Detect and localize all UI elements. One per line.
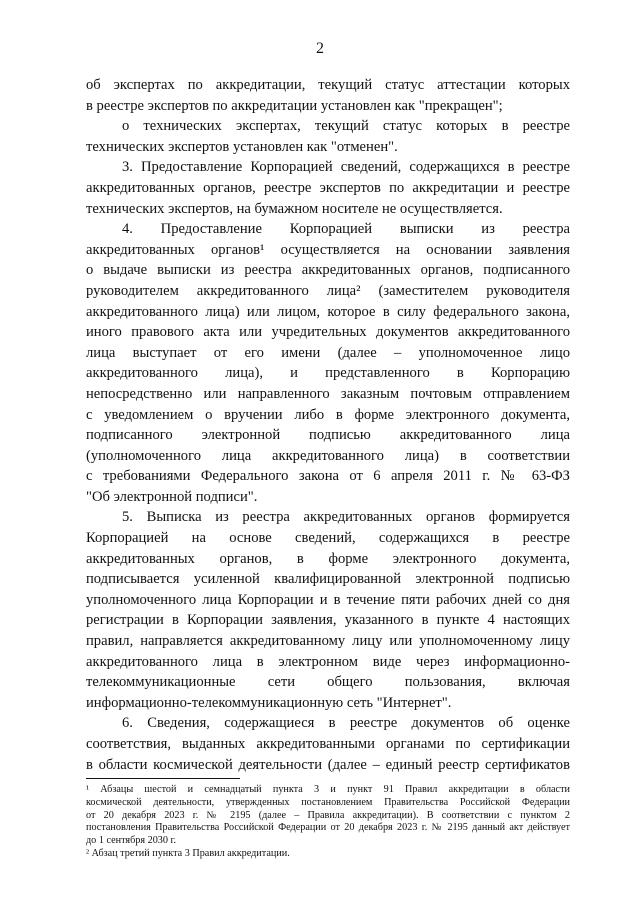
- footnote-line: постановления Правительства Российской Федерации от 20 декабря 2023 г. № 2195 данный акт действует: [86, 822, 570, 834]
- text-line: непосредственно или направленного заказным почтовым отправлением: [86, 385, 570, 402]
- footnote-line: ² Абзац третий пункта 3 Правил аккредитации.: [86, 847, 290, 859]
- footnote-line: космической деятельности, утвержденных постановлением Правительства Российской Федерации: [86, 796, 570, 808]
- page-number: 2: [316, 40, 324, 57]
- footnote-line: от 20 декабря 2023 г. № 2195 (далее – Правила аккредитации). В соответствии с пунктом 2: [86, 809, 570, 821]
- text-line: Корпорацией на основе сведений, содержащихся в реестре: [86, 530, 570, 547]
- text-line: 3. Предоставление Корпорацией сведений, содержащихся в реестре: [122, 159, 570, 176]
- text-line: руководителем аккредитованного лица² (заместителем руководителя: [86, 282, 570, 299]
- footnote-line: ¹ Абзацы шестой и семнадцатый пункта 3 и пункт 91 Правил аккредитации в области: [86, 784, 570, 795]
- text-line: о технических экспертах, текущий статус которых в реестре: [122, 118, 570, 135]
- text-line: подписанного электронной подписью аккредитованного лица: [86, 427, 570, 444]
- text-line: лица выступает от его имени (далее – уполномоченное лицо: [86, 344, 570, 361]
- text-line: аккредитованного лица в электронном виде через информационно-: [86, 653, 570, 670]
- text-line: об экспертах по аккредитации, текущий статус аттестации которых: [86, 77, 570, 93]
- text-line: 6. Сведения, содержащиеся в реестре документов об оценке: [122, 715, 570, 732]
- text-line: о выдаче выписки из реестра аккредитованных органов, подписанного: [86, 262, 570, 279]
- text-line: соответствия, выданных аккредитованными органами по сертификации: [86, 736, 570, 752]
- text-line: в реестре экспертов по аккредитации установлен как "прекращен";: [86, 97, 503, 114]
- text-line: 5. Выписка из реестра аккредитованных органов формируется: [122, 509, 570, 526]
- text-line: телекоммуникационные сети общего пользования, включая: [86, 674, 570, 691]
- text-line: (уполномоченного лица аккредитованного лица) в соответствии: [86, 447, 570, 464]
- text-line: "Об электронной подписи".: [86, 488, 258, 505]
- text-line: в области космической деятельности (далее – единый реестр сертификатов: [86, 756, 570, 773]
- text-line: аккредитованного лица), и представленного в Корпорацию: [86, 365, 570, 382]
- text-line: информационно-телекоммуникационную сеть "Интернет".: [86, 694, 452, 711]
- text-line: аккредитованных органов, в форме электронного документа,: [86, 550, 570, 567]
- text-line: подписывается усиленной квалифицированной электронной подписью: [86, 571, 570, 588]
- footnote-line: до 1 сентября 2030 г.: [86, 835, 177, 847]
- text-line: технических экспертов, на бумажном носителе не осуществляется.: [86, 200, 503, 217]
- text-line: правил, направляется аккредитованному лицу или уполномоченному лицу: [86, 633, 570, 650]
- text-line: регистрации в Корпорации заявления, указанного в пункте 4 настоящих: [86, 612, 570, 629]
- text-line: 4. Предоставление Корпорацией выписки из реестра: [122, 221, 570, 238]
- text-line: с требованиями Федерального закона от 6 апреля 2011 г. № 63-ФЗ: [86, 468, 570, 485]
- footnote-separator: [86, 778, 240, 779]
- text-line: технических экспертов установлен как "отменен".: [86, 138, 398, 155]
- text-line: с уведомлением о вручении либо в форме электронного документа,: [86, 406, 570, 423]
- text-line: иного правового акта или учредительных документов аккредитованного: [86, 324, 570, 341]
- text-line: аккредитованных органов, реестре экспертов по аккредитации и реестре: [86, 179, 570, 196]
- body-text: [86, 75, 570, 775]
- footnotes: [86, 784, 570, 861]
- text-line: аккредитованного лица) или лицом, которое в силу федерального закона,: [86, 303, 570, 320]
- text-line: уполномоченного лица Корпорации и в течение пяти рабочих дней со дня: [86, 591, 570, 608]
- text-line: аккредитованных органов¹ осуществляется на основании заявления: [86, 241, 570, 258]
